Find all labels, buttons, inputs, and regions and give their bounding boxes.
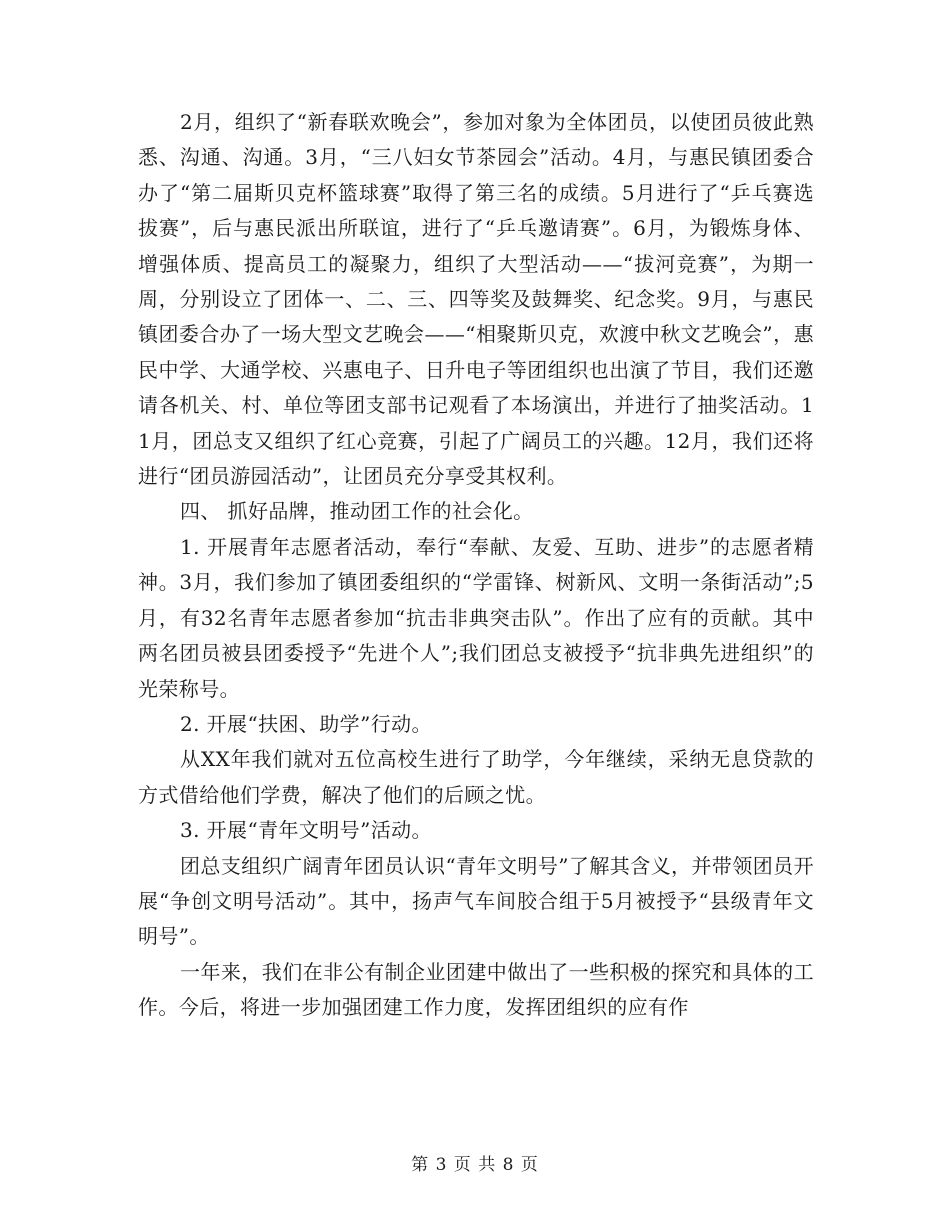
paragraph-student-aid: 从XX年我们就对五位高校生进行了助学，今年继续，采纳无息贷款的方式借给他们学费，解决了他们的后顾之忧。 bbox=[138, 747, 814, 807]
page-number-footer: 第 3 页 共 8 页 bbox=[411, 1155, 539, 1175]
section-heading-four: 四、 抓好品牌，推动团工作的社会化。 bbox=[180, 499, 534, 524]
item-heading-civilization-post: 3. 开展“青年文明号”活动。 bbox=[180, 818, 432, 843]
paragraph-civilization-post: 团总支组织广阔青年团员认识“青年文明号”了解其含义，并带领团员开展“争创文明号活动”。其中，扬声气车间胶合组于5月被授予“县级青年文明号”。 bbox=[138, 853, 814, 949]
paragraph-conclusion: 一年来，我们在非公有制企业团建中做出了一些积极的探究和具体的工作。今后，将进一步加强团建工作力度，发挥团组织的应有作 bbox=[138, 959, 814, 1020]
document-body bbox=[138, 105, 814, 1026]
paragraph-volunteer-activities: 1. 开展青年志愿者活动，奉行“奉献、友爱、互助、进步”的志愿者精神。3月，我们参加了镇团委组织的“学雷锋、树新风、文明一条街活动”;5月，有32名青年志愿者参加“抗击非典突击队”。作出了应有的贡献。其中两名团员被县团委授予“先进个人”;我们团总支被授予“抗非典先进组织”的光荣称号。 bbox=[138, 534, 814, 701]
paragraph-activities-schedule: 2月，组织了“新春联欢晚会”，参加对象为全体团员，以使团员彼此熟悉、沟通、沟通。3月，“三八妇女节茶园会”活动。4月，与惠民镇团委合办了“第二届斯贝克杯篮球赛”取得了第三名的成绩。5月进行了“乒乓赛选拔赛”，后与惠民派出所联谊，进行了“乒乓邀请赛”。6月，为锻炼身体、增强体质、提高员工的凝聚力，组织了大型活动——“拔河竞赛”，为期一周，分别设立了团体一、二、三、四等奖及鼓舞奖、纪念奖。9月，与惠民镇团委合办了一场大型文艺晚会——“相聚斯贝克，欢渡中秋文艺晚会”，惠民中学、大通学校、兴惠电子、日升电子等团组织也出演了节目，我们还邀请各机关、村、单位等团支部书记观看了本场演出，并进行了抽奖活动。11月，团总支又组织了红心竞赛，引起了广阔员工的兴趣。12月，我们还将进行“团员游园活动”，让团员充分享受其权利。 bbox=[138, 110, 814, 489]
item-heading-student-aid: 2. 开展“扶困、助学”行动。 bbox=[180, 711, 432, 736]
